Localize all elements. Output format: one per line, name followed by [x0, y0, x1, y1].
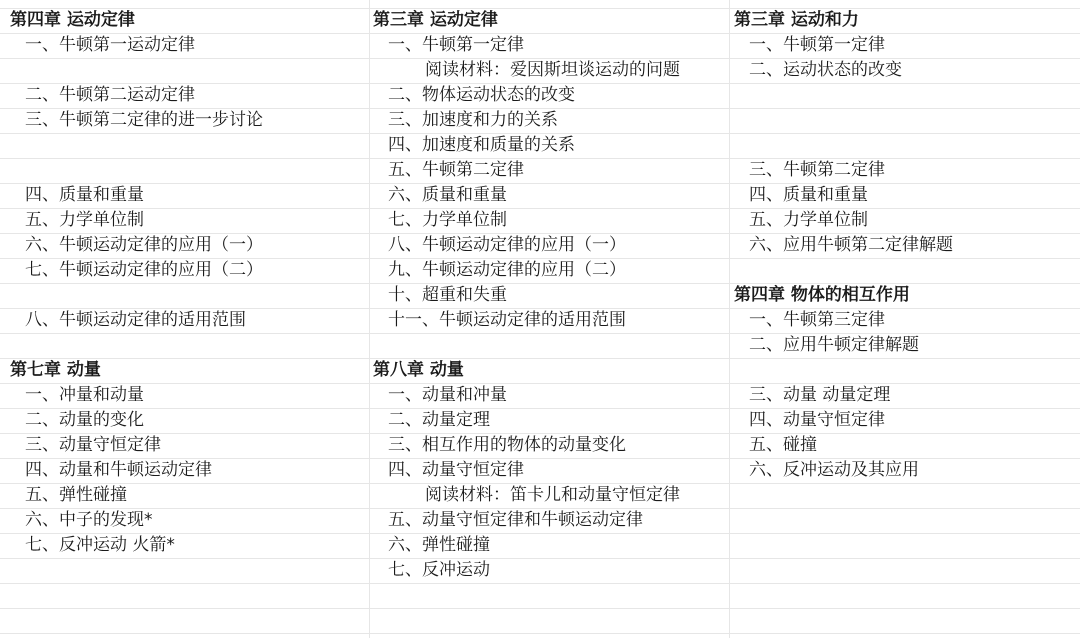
section-item [10, 133, 365, 158]
section-item [10, 158, 365, 183]
section-item [734, 258, 1076, 283]
section-item: 七、反冲运动 [388, 560, 490, 580]
toc-column-2 [373, 8, 725, 583]
section-item: 五、弹性碰撞 [25, 485, 127, 505]
section-item: 三、动量守恒定律 [25, 435, 161, 455]
reading-material-item: 阅读材料：爱因斯坦谈运动的问题 [425, 60, 680, 80]
section-item [734, 133, 1076, 158]
section-item: 一、冲量和动量 [25, 385, 144, 405]
section-item: 七、牛顿运动定律的应用（二） [25, 260, 263, 280]
section-item: 六、牛顿运动定律的应用（一） [25, 235, 263, 255]
section-item: 二、应用牛顿定律解题 [749, 335, 919, 355]
section-item: 二、运动状态的改变 [749, 60, 902, 80]
section-item: 二、动量定理 [388, 410, 490, 430]
section-item: 九、牛顿运动定律的应用（二） [388, 260, 626, 280]
section-item: 一、动量和冲量 [388, 385, 507, 405]
section-item: 十、超重和失重 [388, 285, 507, 305]
section-item [373, 333, 725, 358]
section-item: 三、动量 动量定理 [749, 385, 891, 405]
section-item: 六、弹性碰撞 [388, 535, 490, 555]
section-item [10, 333, 365, 358]
section-item: 六、应用牛顿第二定律解题 [749, 235, 953, 255]
section-item: 六、反冲运动及其应用 [749, 460, 919, 480]
section-item: 四、动量守恒定律 [749, 410, 885, 430]
reading-material-item: 阅读材料：笛卡儿和动量守恒定律 [425, 485, 680, 505]
section-item: 五、碰撞 [749, 435, 817, 455]
section-item: 二、动量的变化 [25, 410, 144, 430]
section-item [734, 108, 1076, 133]
section-item: 四、动量和牛顿运动定律 [25, 460, 212, 480]
chapter-heading: 第八章 动量 [373, 360, 464, 380]
section-item: 二、物体运动状态的改变 [388, 85, 575, 105]
section-item: 五、力学单位制 [749, 210, 868, 230]
section-item: 三、牛顿第二定律 [749, 160, 885, 180]
section-item [10, 58, 365, 83]
section-item: 五、力学单位制 [25, 210, 144, 230]
section-item: 二、牛顿第二运动定律 [25, 85, 195, 105]
grid-row-line [0, 608, 1080, 609]
section-item: 一、牛顿第一定律 [749, 35, 885, 55]
section-item: 四、动量守恒定律 [388, 460, 524, 480]
section-item: 四、加速度和质量的关系 [388, 135, 575, 155]
section-item: 一、牛顿第一运动定律 [25, 35, 195, 55]
column-divider [729, 0, 730, 638]
section-item: 七、力学单位制 [388, 210, 507, 230]
section-item [734, 83, 1076, 108]
toc-column-3 [734, 8, 1076, 483]
chapter-heading: 第七章 动量 [10, 360, 101, 380]
chapter-heading: 第四章 物体的相互作用 [734, 285, 910, 305]
section-item: 七、反冲运动 火箭* [25, 535, 175, 555]
section-item: 六、质量和重量 [388, 185, 507, 205]
chapter-heading: 第三章 运动和力 [734, 10, 859, 30]
section-item: 八、牛顿运动定律的应用（一） [388, 235, 626, 255]
section-item: 五、动量守恒定律和牛顿运动定律 [388, 510, 643, 530]
section-item: 六、中子的发现* [25, 510, 153, 530]
section-item: 五、牛顿第二定律 [388, 160, 524, 180]
section-item: 十一、牛顿运动定律的适用范围 [388, 310, 626, 330]
section-item [10, 283, 365, 308]
section-item [734, 358, 1076, 383]
section-item: 三、牛顿第二定律的进一步讨论 [25, 110, 263, 130]
toc-column-1 [10, 8, 365, 558]
section-item: 四、质量和重量 [25, 185, 144, 205]
chapter-heading: 第三章 运动定律 [373, 10, 498, 30]
section-item: 八、牛顿运动定律的适用范围 [25, 310, 246, 330]
section-item: 三、加速度和力的关系 [388, 110, 558, 130]
grid-row-line [0, 633, 1080, 634]
section-item: 三、相互作用的物体的动量变化 [388, 435, 626, 455]
chapter-heading: 第四章 运动定律 [10, 10, 135, 30]
column-divider [369, 0, 370, 638]
grid-row-line [0, 583, 1080, 584]
section-item: 一、牛顿第三定律 [749, 310, 885, 330]
section-item: 四、质量和重量 [749, 185, 868, 205]
section-item: 一、牛顿第一定律 [388, 35, 524, 55]
